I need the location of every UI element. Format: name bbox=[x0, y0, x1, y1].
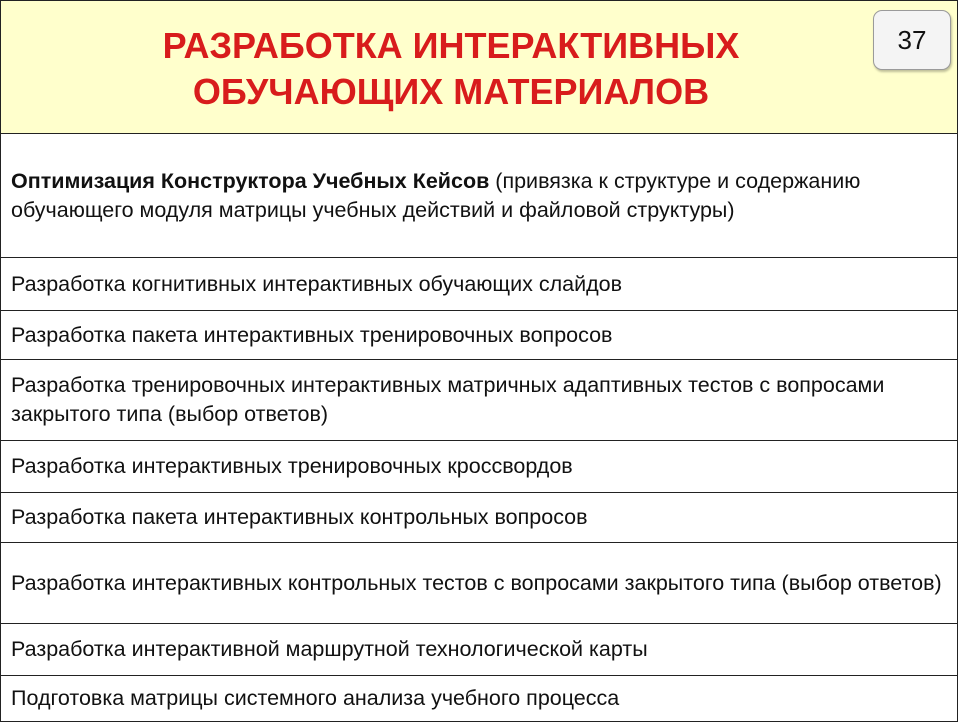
table-row bbox=[0, 359, 958, 441]
table-row bbox=[0, 440, 958, 493]
row-text bbox=[11, 167, 947, 225]
title-line-1: РАЗРАБОТКА ИНТЕРАКТИВНЫХ bbox=[162, 25, 740, 66]
table-row bbox=[0, 675, 958, 722]
title-line-2: ОБУЧАЮЩИХ МАТЕРИАЛОВ bbox=[192, 71, 710, 112]
slide-header bbox=[0, 0, 958, 134]
row-text: Подготовка матрицы системного анализа учебного процесса bbox=[11, 686, 620, 710]
table-row bbox=[0, 623, 958, 676]
row-plain-text: (привязка к структуре и содержанию обучающего модуля матрицы учебных действий и файловой структуры) bbox=[11, 168, 861, 222]
page-number-badge: 37 bbox=[873, 10, 951, 70]
row-bold-text: Оптимизация Конструктора Учебных Кейсов bbox=[11, 168, 490, 193]
table-row bbox=[0, 257, 958, 311]
table-row bbox=[0, 542, 958, 624]
row-text: Разработка интерактивных тренировочных кроссвордов bbox=[11, 454, 573, 478]
table-row bbox=[0, 492, 958, 543]
row-text: Разработка интерактивных контрольных тестов с вопросами закрытого типа (выбор ответов) bbox=[11, 570, 942, 595]
table-row bbox=[0, 310, 958, 360]
row-text: Разработка пакета интерактивных контрольных вопросов bbox=[11, 505, 588, 529]
table-row bbox=[0, 133, 958, 258]
row-text: Разработка когнитивных интерактивных обучающих слайдов bbox=[11, 271, 623, 296]
row-text: Разработка тренировочных интерактивных матричных адаптивных тестов с вопросами закрытого типа (выбор ответов) bbox=[11, 373, 885, 426]
row-text: Разработка интерактивной маршрутной технологической карты bbox=[11, 637, 648, 661]
row-text: Разработка пакета интерактивных тренировочных вопросов bbox=[11, 322, 613, 347]
slide-title bbox=[61, 23, 841, 115]
